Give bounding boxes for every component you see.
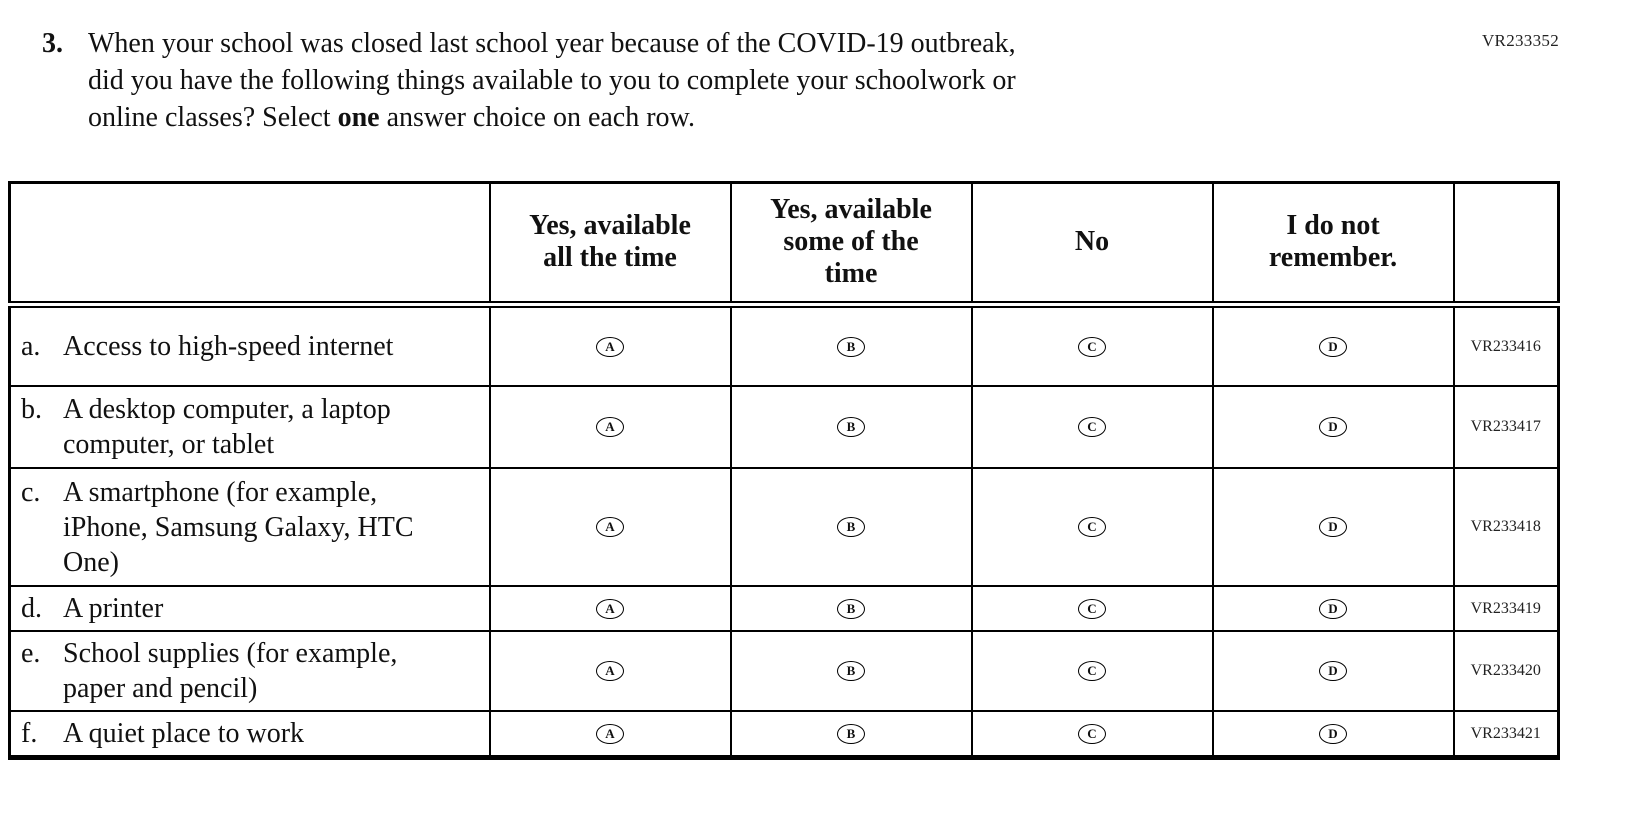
row-label: A smartphone (for example, iPhone, Samsung Galaxy, HTC One) xyxy=(63,476,414,578)
question-line-3: online classes? Select one answer choice on each row. xyxy=(88,101,695,133)
option-d-bubble[interactable]: D xyxy=(1319,337,1347,357)
table-row-e xyxy=(10,631,1559,711)
row-letter: b. xyxy=(21,394,42,426)
table-row-d xyxy=(10,586,1559,631)
option-d-bubble[interactable]: D xyxy=(1319,661,1347,681)
question-number: 3. xyxy=(42,28,63,59)
table-row-b xyxy=(10,386,1559,468)
table-row-a xyxy=(10,304,1559,386)
row-letter: a. xyxy=(21,331,41,363)
option-b-bubble[interactable]: B xyxy=(837,724,865,744)
table-row-f xyxy=(10,711,1559,758)
row-code: VR233418 xyxy=(1454,468,1559,586)
option-a-bubble[interactable]: A xyxy=(596,517,624,537)
row-label: Access to high-speed internet xyxy=(63,331,394,363)
question-text xyxy=(88,26,1016,137)
question-line-1: When your school was closed last school year because of the COVID-19 outbreak, xyxy=(88,28,1016,59)
column-header-no: No xyxy=(972,182,1213,304)
row-code: VR233421 xyxy=(1454,711,1559,758)
table-row-c xyxy=(10,468,1559,586)
row-label: School supplies (for example, paper and pencil) xyxy=(63,638,398,705)
option-b-bubble[interactable]: B xyxy=(837,599,865,619)
option-b-bubble[interactable]: B xyxy=(837,517,865,537)
column-header-yes-all-time: Yes, available all the time xyxy=(490,182,731,304)
row-label: A desktop computer, a laptop computer, or tablet xyxy=(63,394,391,461)
option-d-bubble[interactable]: D xyxy=(1319,517,1347,537)
option-c-bubble[interactable]: C xyxy=(1078,661,1106,681)
option-b-bubble[interactable]: B xyxy=(837,417,865,437)
option-c-bubble[interactable]: C xyxy=(1078,599,1106,619)
option-c-bubble[interactable]: C xyxy=(1078,337,1106,357)
question-bold-word: one xyxy=(337,101,380,133)
column-header-do-not-remember: I do not remember. xyxy=(1213,182,1454,304)
row-code: VR233419 xyxy=(1454,586,1559,631)
column-header-code xyxy=(1454,182,1559,304)
page-corner-code: VR233352 xyxy=(1481,31,1559,50)
row-code: VR233417 xyxy=(1454,386,1559,468)
question-line-2: did you have the following things available to you to complete your schoolwork or xyxy=(88,64,1016,96)
header-row xyxy=(10,182,1559,304)
row-letter: f. xyxy=(21,718,38,750)
answer-matrix-table xyxy=(8,181,1560,761)
row-code: VR233416 xyxy=(1454,304,1559,386)
header-item-column xyxy=(10,182,490,304)
option-b-bubble[interactable]: B xyxy=(837,661,865,681)
row-letter: e. xyxy=(21,638,41,670)
option-d-bubble[interactable]: D xyxy=(1319,599,1347,619)
question-block xyxy=(42,26,1629,137)
option-a-bubble[interactable]: A xyxy=(596,661,624,681)
row-letter: d. xyxy=(21,593,42,625)
row-label: A quiet place to work xyxy=(63,718,305,750)
option-d-bubble[interactable]: D xyxy=(1319,724,1347,744)
option-d-bubble[interactable]: D xyxy=(1319,417,1347,437)
option-a-bubble[interactable]: A xyxy=(596,337,624,357)
option-c-bubble[interactable]: C xyxy=(1078,724,1106,744)
option-a-bubble[interactable]: A xyxy=(596,724,624,744)
option-b-bubble[interactable]: B xyxy=(837,337,865,357)
option-a-bubble[interactable]: A xyxy=(596,599,624,619)
option-a-bubble[interactable]: A xyxy=(596,417,624,437)
option-c-bubble[interactable]: C xyxy=(1078,517,1106,537)
row-label: A printer xyxy=(63,593,164,625)
column-header-yes-some-time: Yes, available some of the time xyxy=(731,182,972,304)
option-c-bubble[interactable]: C xyxy=(1078,417,1106,437)
row-letter: c. xyxy=(21,476,41,508)
row-code: VR233420 xyxy=(1454,631,1559,711)
